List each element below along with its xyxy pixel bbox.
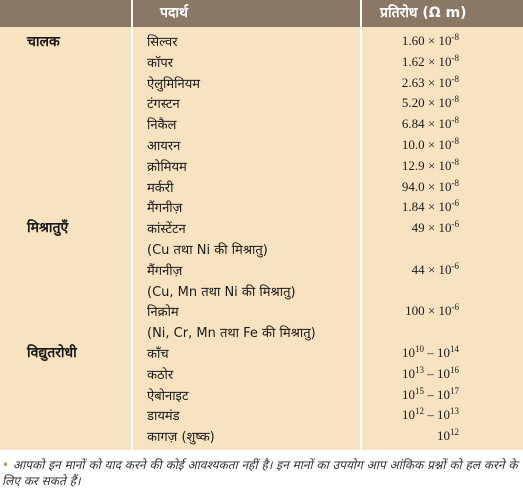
material-name: मैंगनीज़ (147, 201, 183, 217)
category-insulators: विद्युतरोधी (27, 345, 77, 361)
material-name: (Cu, Mn तथा Ni की मिश्रातु) (147, 284, 296, 300)
value-exponent: -6 (451, 302, 459, 313)
resistivity-value (412, 261, 459, 278)
value-base: 10 (437, 428, 450, 444)
category-alloys: मिश्रातुएँ (27, 220, 69, 236)
resistivity-value (437, 427, 459, 444)
table-row (0, 53, 523, 74)
value-exponent-upper: 14 (450, 344, 459, 354)
table-header (0, 0, 523, 27)
value-exponent: -8 (451, 136, 459, 146)
material-name: कागज़ (शुष्क) (147, 430, 215, 446)
value-exponent-upper: 17 (450, 385, 459, 396)
table-row (0, 219, 523, 240)
resistivity-value (402, 94, 459, 111)
material-name: मर्करी (147, 180, 174, 196)
material-name: कॉपर (147, 55, 174, 71)
value-base: 10 (402, 365, 415, 381)
material-name: काँच (147, 347, 169, 362)
value-exponent: 12 (450, 427, 459, 438)
value-exponent: 15 (415, 385, 424, 396)
table-row (0, 282, 523, 303)
value-base: 10 (402, 407, 415, 423)
value-base: 1.60 × 10 (401, 33, 452, 48)
resistivity-value (402, 53, 459, 70)
value-exponent: 12 (415, 406, 424, 417)
value-base: 6.84 × 10 (401, 116, 452, 132)
value-base-upper: – 10 (424, 386, 450, 402)
value-exponent-upper: 16 (450, 364, 459, 375)
resistivity-value (402, 344, 459, 361)
resistivity-value (402, 365, 459, 382)
value-exponent: 10 (415, 344, 424, 354)
material-name: (Ni, Cr, Mn तथा Fe की मिश्रातु) (147, 326, 316, 342)
table-row (0, 302, 523, 323)
value-base: 10.0 × 10 (401, 137, 452, 152)
value-base: 94.0 × 10 (401, 178, 452, 194)
material-name: ऐबोनाइट (147, 388, 189, 404)
value-exponent: -8 (451, 32, 459, 42)
value-exponent: -6 (451, 219, 459, 230)
value-exponent: -8 (451, 52, 459, 63)
value-exponent: -6 (451, 260, 459, 271)
resistivity-value (402, 115, 459, 132)
resistivity-value (402, 136, 459, 153)
resistivity-value (412, 219, 459, 236)
material-name: सिल्वर (147, 35, 178, 50)
value-base: 2.63 × 10 (401, 74, 452, 90)
resistivity-value (402, 74, 459, 91)
header-material: पदार्थ (160, 5, 188, 21)
value-exponent: -8 (451, 73, 459, 84)
value-base: 1.62 × 10 (401, 53, 452, 69)
table-row (0, 365, 523, 386)
value-base: 49 × 10 (411, 220, 452, 236)
table-row (0, 261, 523, 282)
value-base: 44 × 10 (411, 261, 452, 277)
table-row (0, 427, 523, 448)
material-name: (Cu तथा Ni की मिश्रातु) (147, 243, 268, 258)
value-base-upper: – 10 (424, 345, 450, 360)
value-exponent: -8 (451, 94, 459, 105)
value-base: 12.9 × 10 (401, 157, 452, 173)
value-exponent: -8 (451, 115, 459, 126)
material-name: निक्रोम (147, 305, 179, 321)
value-exponent: -6 (451, 198, 459, 209)
table-row (0, 115, 523, 136)
material-name: आयरन (147, 139, 181, 154)
material-name: डायमंड (147, 409, 180, 425)
value-base: 1.84 × 10 (401, 199, 452, 215)
footnote-bullet: • (2, 458, 10, 472)
value-base-upper: – 10 (424, 365, 450, 381)
footnote (2, 457, 521, 489)
table-row (0, 386, 523, 407)
table-row (0, 157, 523, 178)
table-row (0, 94, 523, 115)
resistivity-value (402, 198, 459, 215)
value-base: 10 (402, 386, 415, 402)
material-name: क्रोमियम (147, 159, 187, 175)
material-name: ऐलुमिनियम (147, 76, 201, 92)
value-base: 10 (402, 345, 415, 360)
value-base: 100 × 10 (405, 303, 452, 319)
resistivity-value (402, 157, 459, 174)
table-row (0, 198, 523, 219)
category-conductors: चालक (27, 34, 60, 50)
value-exponent: 13 (415, 364, 424, 375)
resistivity-value (402, 386, 459, 403)
table-row (0, 74, 523, 95)
resistivity-value (402, 178, 459, 195)
material-name: टंगस्टन (147, 97, 180, 113)
table-row (0, 178, 523, 199)
table-row (0, 344, 523, 365)
material-name: निकैल (147, 118, 177, 134)
header-resistivity: प्रतिरोध (Ω m) (380, 5, 467, 21)
value-base: 5.20 × 10 (401, 95, 452, 111)
table-row (0, 240, 523, 261)
table-row (0, 32, 523, 53)
table-row (0, 406, 523, 427)
resistivity-value (402, 406, 459, 423)
resistivity-value (405, 302, 459, 319)
value-exponent: -8 (451, 177, 459, 188)
value-base-upper: – 10 (424, 407, 450, 423)
resistivity-value (402, 32, 459, 49)
material-name: मैंगनीज़ (147, 263, 183, 279)
value-exponent: -8 (451, 156, 459, 167)
value-exponent-upper: 13 (450, 406, 459, 417)
footnote-text: आपको इन मानों को याद करने की कोई आवश्यकता नहीं है। इन मानों का उपयोग आप आंकिक प्रश्नों को हल करने के लिए कर सकते हैं। (2, 458, 518, 488)
table-row (0, 136, 523, 157)
table-row (0, 323, 523, 344)
material-name: कठोर (147, 367, 174, 383)
material-name: कांस्टेंटन (147, 222, 186, 238)
